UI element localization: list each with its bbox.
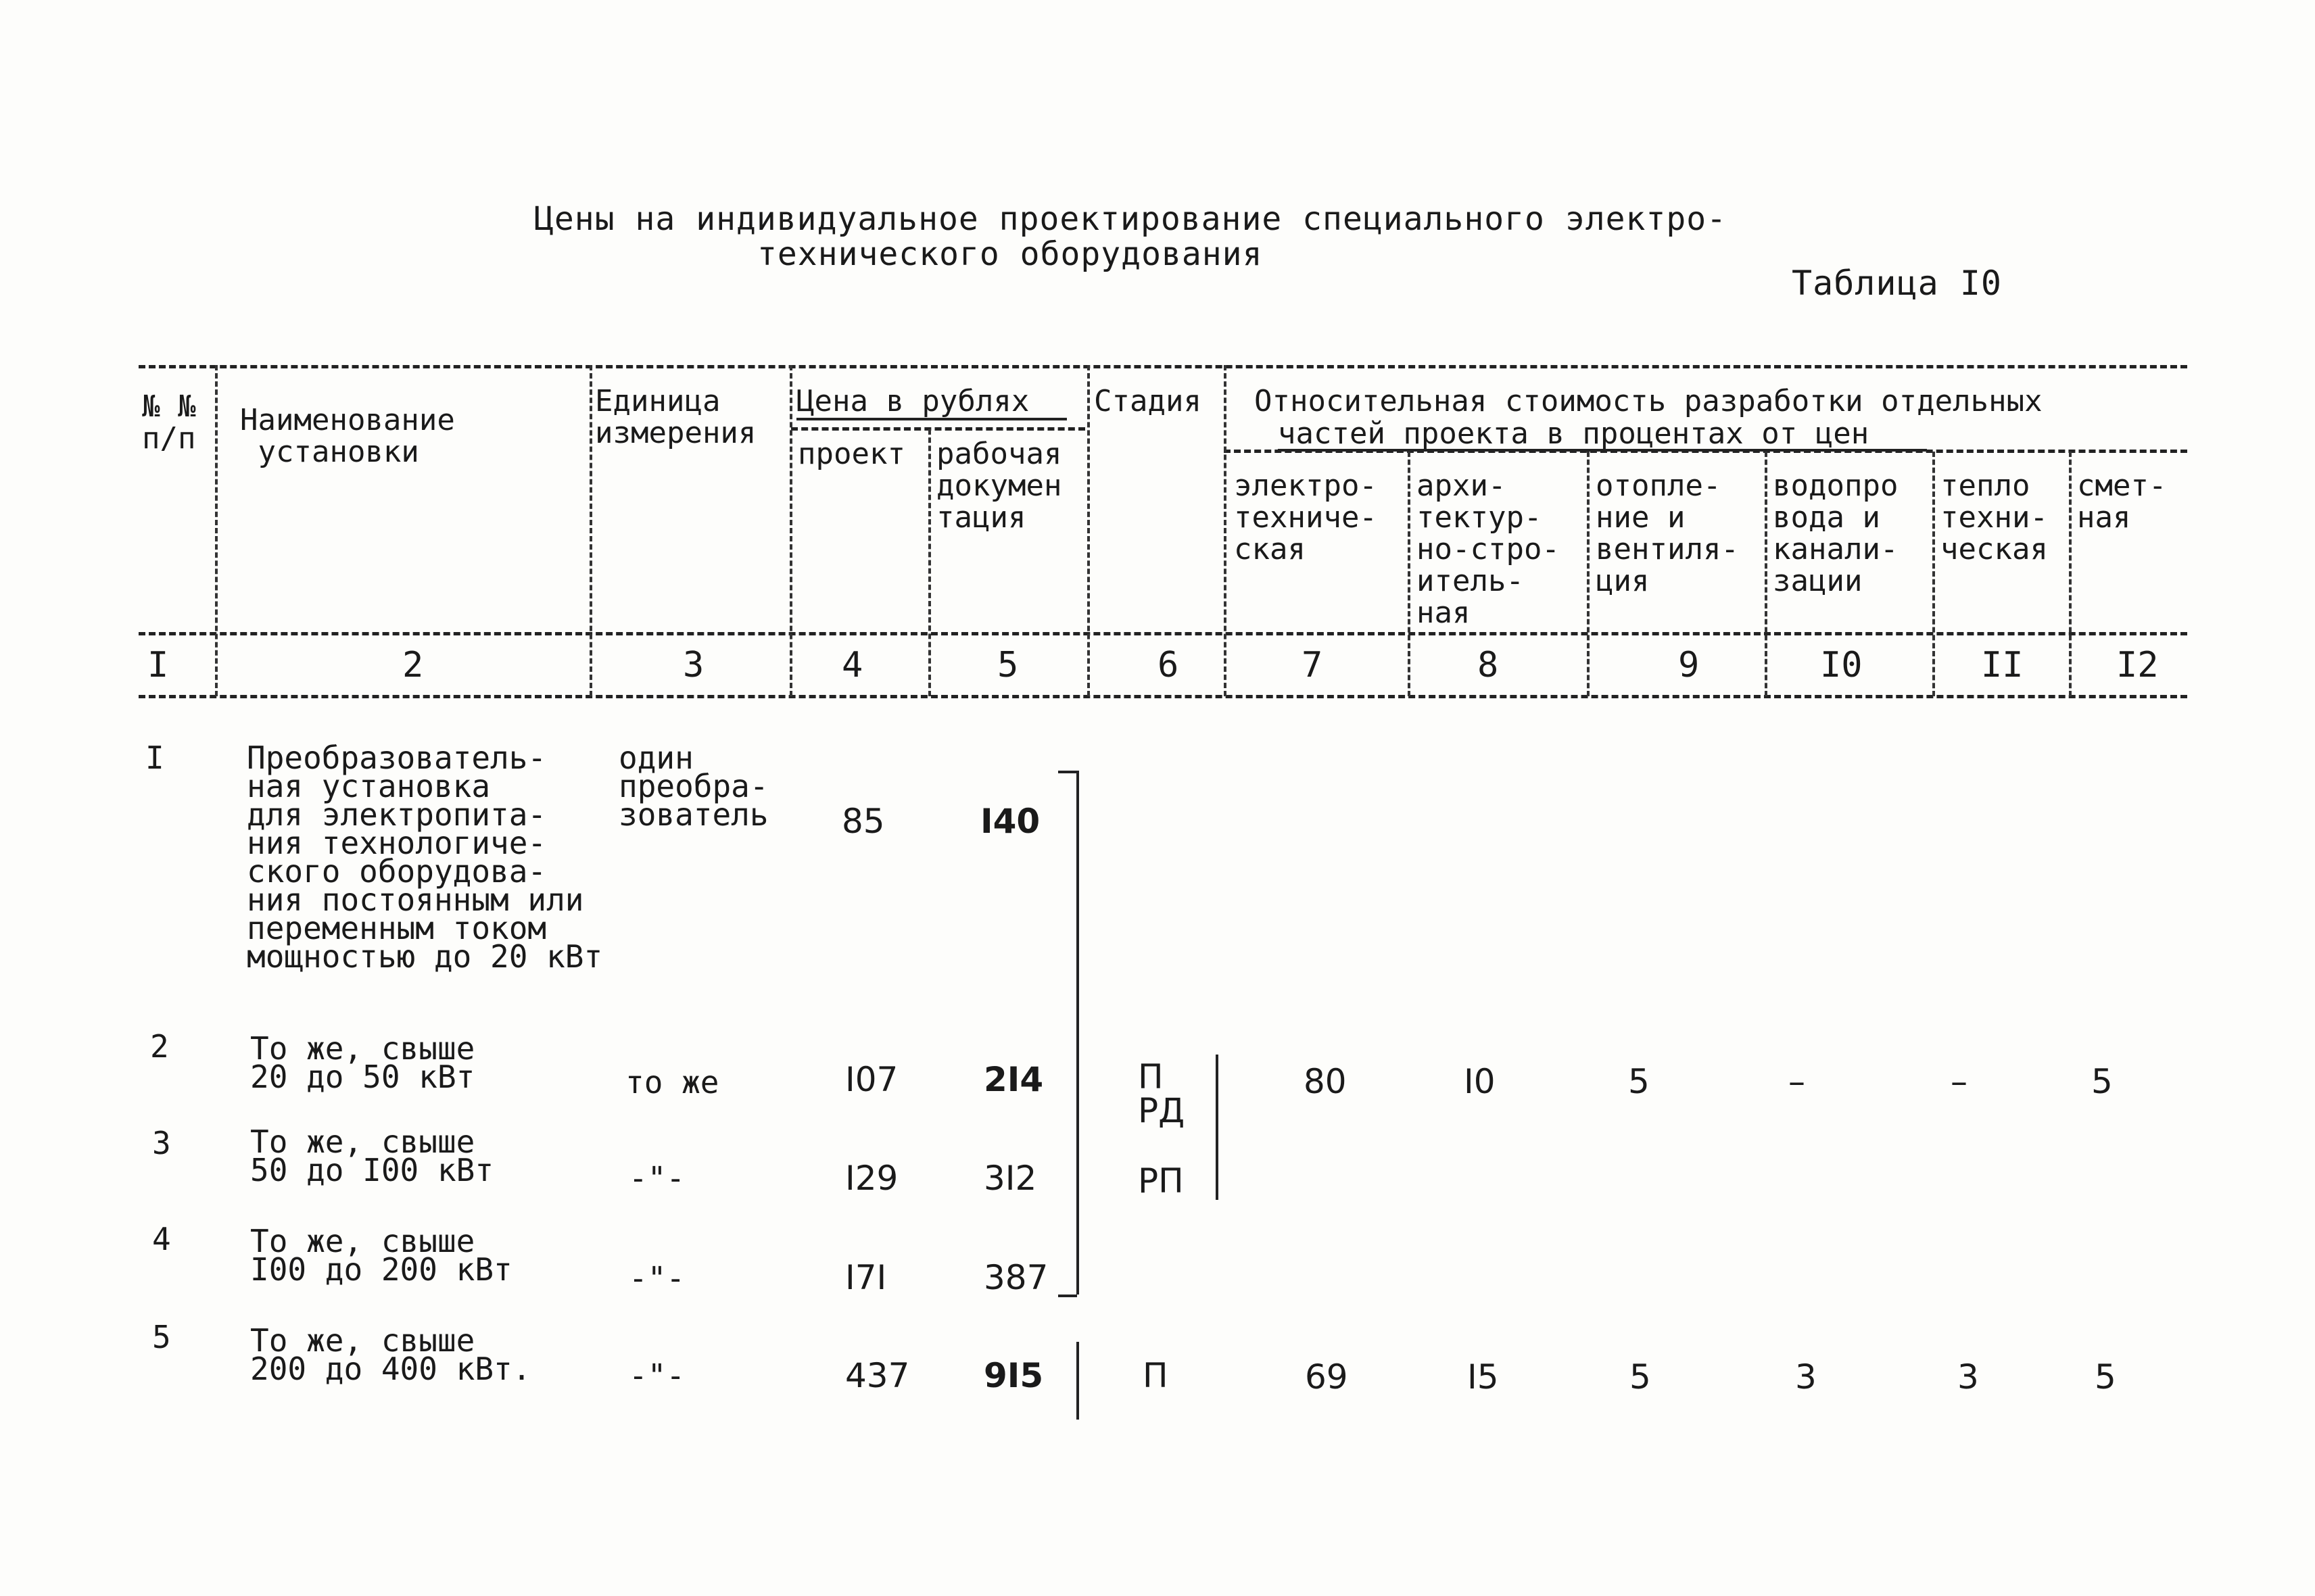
col-sep-4	[928, 429, 931, 696]
row-2-workdoc-price: 2I4	[984, 1060, 1044, 1099]
group2-estimate: 5	[2095, 1357, 2116, 1397]
row-3-name: То же, свыше 50 до I00 кВт	[250, 1123, 494, 1188]
col-number-8: 8	[1477, 645, 1499, 685]
col-sep-6	[1224, 365, 1226, 696]
col-sep-11	[2069, 452, 2072, 696]
row-4-workdoc-price: 387	[984, 1258, 1049, 1297]
table-label: Таблица I0	[1792, 264, 2003, 303]
col-header-workdoc: рабочая докумен тация	[936, 437, 1062, 535]
row-5-unit: -"-	[629, 1357, 686, 1394]
group2-water: 3	[1795, 1357, 1817, 1397]
col-number-12: I2	[2116, 645, 2159, 685]
row-4-name: То же, свыше I00 до 200 кВт	[250, 1223, 512, 1288]
subheader-rule-price	[791, 427, 1085, 431]
page-title: Цены на индивидуальное проектирование специального электро-	[534, 200, 1727, 238]
col-sep-5	[1087, 365, 1090, 696]
bracket-rows-1-4	[1076, 771, 1079, 1295]
col-number-3: 3	[683, 645, 705, 685]
group2-thermal: 3	[1957, 1357, 1979, 1397]
col-header-number: № № п/п	[142, 389, 196, 456]
header-top-rule	[139, 365, 2187, 368]
row-4-project-price: I7I	[845, 1258, 887, 1297]
bracket-rows-1-4-bottom	[1058, 1295, 1077, 1297]
row-3-workdoc-price: 3I2	[984, 1159, 1037, 1198]
col-header-unit: Единица измерения	[595, 384, 757, 450]
col-sep-7	[1408, 452, 1410, 696]
row-5-workdoc-price: 9I5	[984, 1356, 1044, 1395]
col-number-7: 7	[1302, 645, 1323, 685]
row-5-project-price: 437	[845, 1356, 910, 1395]
row-2-unit: то же	[625, 1064, 719, 1101]
row-3-number: 3	[152, 1125, 171, 1161]
group2-electro: 69	[1305, 1357, 1348, 1397]
col-number-9: 9	[1678, 645, 1700, 685]
group1-estimate: 5	[2091, 1062, 2113, 1101]
col-number-2: 2	[402, 645, 424, 685]
row-1-project-price: 85	[842, 802, 885, 841]
stage-bracket	[1216, 1055, 1218, 1200]
row-1-number: I	[145, 740, 164, 776]
col-sep-3	[790, 365, 792, 696]
col-number-5: 5	[997, 645, 1019, 685]
row-1-name: Преобразователь- ная установка для электропита- ния технологиче- ского оборудова- ния постоянным или переменным током мощностью до 20 кВт	[247, 740, 603, 975]
col-number-11: II	[1981, 645, 2024, 685]
group1-heating: 5	[1628, 1062, 1650, 1101]
bracket-row-5	[1076, 1342, 1079, 1420]
header-bottom-rule	[139, 632, 2187, 635]
col-sep-10	[1932, 452, 1935, 696]
col-number-10: I0	[1820, 645, 1863, 685]
row-5-number: 5	[152, 1319, 171, 1355]
row-2-project-price: I07	[845, 1060, 899, 1099]
page-subtitle: технического оборудования	[757, 235, 1263, 273]
row-1-workdoc-price: I40	[980, 802, 1041, 841]
group1-thermal: –	[1951, 1062, 1967, 1101]
group1-electro: 80	[1304, 1062, 1347, 1101]
col-sep-2	[590, 365, 592, 696]
col-number-4: 4	[842, 645, 863, 685]
col-header-estimate: смет- ная	[2077, 468, 2167, 535]
group2-stage: П	[1143, 1356, 1168, 1395]
numbers-bottom-rule	[139, 695, 2187, 698]
bracket-rows-1-4-top	[1058, 771, 1077, 773]
row-3-project-price: I29	[845, 1159, 899, 1198]
group1-water: –	[1788, 1062, 1805, 1101]
col-header-stage: Стадия	[1094, 384, 1201, 418]
col-sep-1	[215, 365, 218, 696]
col-header-name: Наименование установки	[240, 403, 455, 469]
col-sep-8	[1587, 452, 1590, 696]
group1-stage-c: РП	[1138, 1161, 1184, 1201]
col-header-water: водопро вода и канали- зации	[1773, 468, 1899, 598]
row-4-number: 4	[152, 1221, 171, 1257]
col-header-parts-line1: Относительная стоимость разработки отдельных	[1254, 384, 2043, 418]
group1-arch: I0	[1464, 1062, 1496, 1101]
col-header-arch: архи- тектур- но-стро- итель- ная	[1416, 468, 1560, 630]
row-4-unit: -"-	[629, 1260, 686, 1297]
group2-arch: I5	[1467, 1357, 1499, 1397]
parts-group-underline	[1278, 449, 1927, 452]
row-1-unit: один преобра- зователь	[619, 740, 769, 833]
group1-stage-b: РД	[1138, 1091, 1185, 1130]
row-2-number: 2	[150, 1028, 169, 1065]
col-header-project: проект	[798, 437, 905, 471]
col-header-thermal: тепло техни- ческая	[1940, 468, 2048, 566]
col-sep-9	[1765, 452, 1767, 696]
col-header-parts-line2: частей проекта в процентах от цен	[1278, 416, 1869, 451]
price-group-underline	[796, 418, 1067, 420]
col-header-heating: отопле- ние и вентиля- ция	[1596, 468, 1739, 598]
row-2-name: То же, свыше 20 до 50 кВт	[250, 1030, 475, 1095]
row-5-name: То же, свыше 200 до 400 кВт.	[250, 1322, 531, 1387]
col-number-1: I	[147, 645, 169, 685]
col-header-electro: электро- техниче- ская	[1234, 468, 1377, 566]
col-number-6: 6	[1158, 645, 1179, 685]
col-header-price-group: Цена в рублях	[796, 384, 1030, 418]
group1-stage-a: П	[1138, 1057, 1164, 1096]
group2-heating: 5	[1629, 1357, 1651, 1397]
row-3-unit: -"-	[629, 1160, 686, 1196]
